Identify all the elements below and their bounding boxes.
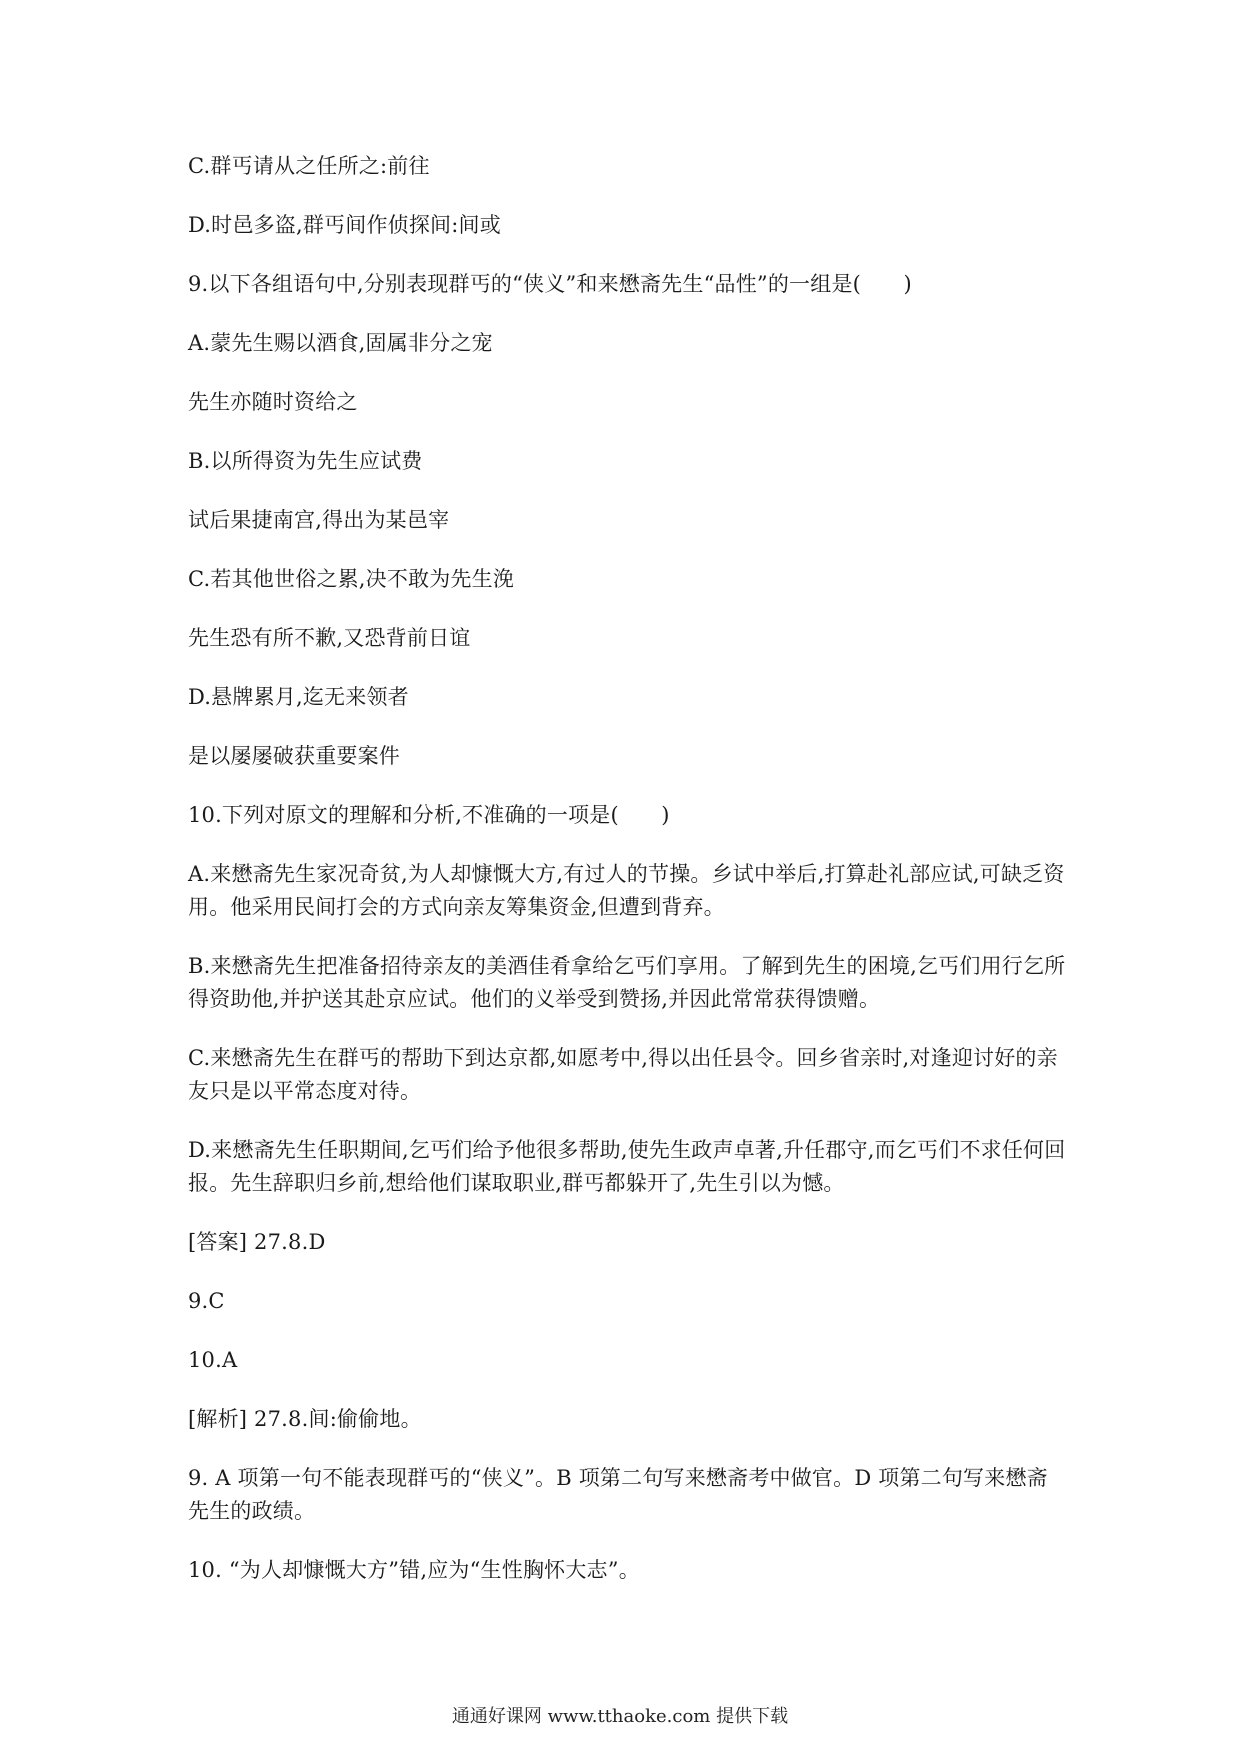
question-9: 9.以下各组语句中,分别表现群丐的“侠义”和来懋斋先生“品性”的一组是( )	[188, 272, 912, 296]
q10-option-c: C.来懋斋先生在群丐的帮助下到达京都,如愿考中,得以出任县令。回乡省亲时,对逢迎讨好的亲友只是以平常态度对待。	[188, 1046, 1058, 1103]
q9-option-b-1: B.以所得资为先生应试费	[188, 449, 423, 473]
answer-9: 9.C	[188, 1289, 225, 1313]
q9-option-b-2: 试后果捷南宫,得出为某邑宰	[188, 508, 450, 532]
option-d-line: D.时邑多盗,群丐间作侦探间:间或	[188, 213, 501, 237]
answer-10: 10.A	[188, 1348, 238, 1372]
q9-option-c-1: C.若其他世俗之累,决不敢为先生浼	[188, 567, 515, 591]
document-body	[188, 150, 1068, 1613]
analysis-line: [解析] 27.8.间:偷偷地。	[188, 1407, 422, 1431]
option-c-line: C.群丐请从之任所之:前往	[188, 154, 430, 178]
analysis-10: 10. “为人却慷慨大方”错,应为“生性胸怀大志”。	[188, 1558, 640, 1582]
q10-option-d: D.来懋斋先生任职期间,乞丐们给予他很多帮助,使先生政声卓著,升任郡守,而乞丐们不求任何回报。先生辞职归乡前,想给他们谋取职业,群丐都躲开了,先生引以为憾。	[188, 1138, 1066, 1195]
q9-option-c-2: 先生恐有所不歉,又恐背前日谊	[188, 626, 471, 650]
question-10: 10.下列对原文的理解和分析,不准确的一项是( )	[188, 803, 670, 827]
q9-option-d-1: D.悬牌累月,迄无来领者	[188, 685, 409, 709]
q10-option-b: B.来懋斋先生把准备招待亲友的美酒佳肴拿给乞丐们享用。了解到先生的困境,乞丐们用行乞所得资助他,并护送其赴京应试。他们的义举受到赞扬,并因此常常获得馈赠。	[188, 954, 1066, 1011]
q9-option-a-1: A.蒙先生赐以酒食,固属非分之宠	[188, 331, 493, 355]
page-footer: 通通好课网 www.tthaoke.com 提供下载	[451, 1706, 789, 1727]
q9-option-d-2: 是以屡屡破获重要案件	[188, 744, 400, 768]
q10-option-a: A.来懋斋先生家况奇贫,为人却慷慨大方,有过人的节操。乡试中举后,打算赴礼部应试,可缺乏资用。他采用民间打会的方式向亲友筹集资金,但遭到背弃。	[188, 862, 1065, 919]
analysis-9: 9. A 项第一句不能表现群丐的“侠义”。B 项第二句写来懋斋考中做官。D 项第二句写来懋斋先生的政绩。	[188, 1466, 1048, 1523]
answer-line: [答案] 27.8.D	[188, 1230, 326, 1254]
q9-option-a-2: 先生亦随时资给之	[188, 390, 358, 414]
